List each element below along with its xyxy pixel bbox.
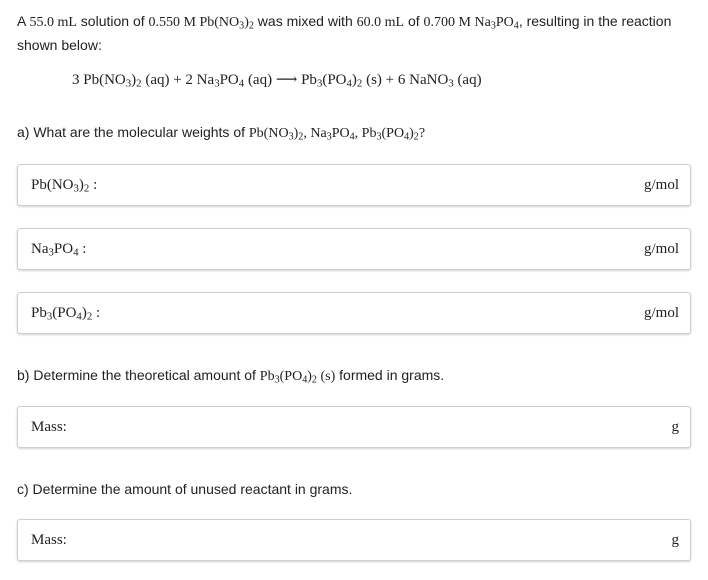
unused-reactant-mass-field[interactable] <box>17 519 691 561</box>
pb3po42-field-label: $Pb_3(PO_4)_2$ : <box>31 305 101 323</box>
question-b: b) Determine the theoretical amount of $Pb_3(PO_4)_2$ (s) formed in grams. <box>17 367 445 386</box>
na3po4-unit: g/mol <box>643 241 679 257</box>
unused-reactant-mass-unit: g <box>671 532 679 548</box>
na3po4-molar-mass-field[interactable] <box>17 228 691 270</box>
question-a: a) What are the molecular weights of $Pb(NO_3)_2$, $Na_3PO_4$, $Pb_3(PO_4)_2$? <box>17 124 426 143</box>
pbno3-molar-mass-input[interactable] <box>128 173 610 199</box>
pb3po42-molar-mass-input[interactable] <box>128 301 610 327</box>
unused-reactant-mass-input[interactable] <box>128 528 610 554</box>
theoretical-mass-label: Mass: <box>31 419 67 435</box>
unused-reactant-mass-label: Mass: <box>31 532 67 548</box>
pb3po42-molar-mass-field[interactable] <box>17 292 691 334</box>
theoretical-mass-field[interactable] <box>17 406 691 448</box>
problem-statement: A 55.0 mL solution of 0.550 M $Pb(NO_3)_2$ was mixed with 60.0 mL of 0.700 M $Na_3PO_4$, resulting in the reaction shown below: <box>17 13 672 53</box>
question-c: c) Determine the amount of unused reactant in grams. <box>17 481 353 497</box>
pbno3-field-label: $Pb(NO_3)_2$ : <box>31 177 98 195</box>
theoretical-mass-input[interactable] <box>128 415 610 441</box>
na3po4-field-label: $Na_3PO_4$ : <box>31 241 87 259</box>
na3po4-molar-mass-input[interactable] <box>128 237 610 263</box>
pb3po42-unit: g/mol <box>643 305 679 321</box>
theoretical-mass-unit: g <box>671 419 679 435</box>
pbno3-molar-mass-field[interactable] <box>17 164 691 206</box>
pbno3-unit: g/mol <box>643 177 679 193</box>
reaction-equation: 3 $Pb(NO_3)_2$ (aq) + 2 $Na_3PO_4$ (aq) ⟶ $Pb_3(PO_4)_2$ (s) + 6 NaNO$_3$ (aq) <box>72 72 482 90</box>
